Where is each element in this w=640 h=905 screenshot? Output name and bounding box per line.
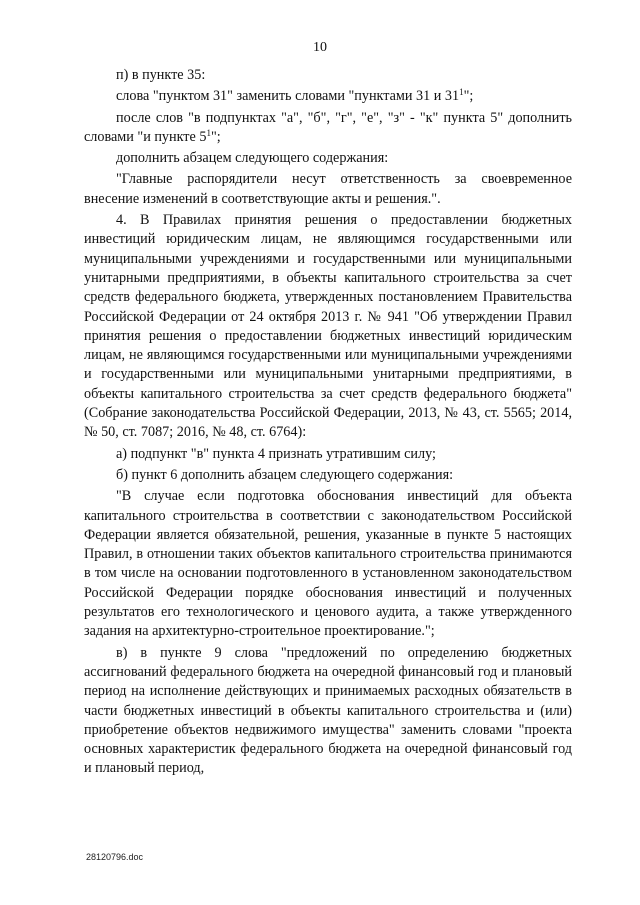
paragraph-p: п) в пункте 35: xyxy=(116,67,206,83)
paragraph-quote-investment: "В случае если подготовка обоснования инвестиций для объекта капитального строительства в соответствии с законодательством Российской Федерации является обязательной, решения, указанные в пункте 5 настоящих Правил, в отношении таких объектов капитального строительства принимаются в том числе на основании подготовленного в установленном законодательством Российской Федерации порядке обоснования инвестиций и полученных результатов его технологического и ценового аудита, а также утвержденного задания на архитектурно-строительное проектирование."; xyxy=(84,488,572,640)
paragraph-sub-a: а) подпункт "в" пункта 4 признать утратившим силу; xyxy=(116,445,436,462)
paragraph-text: "; xyxy=(463,88,474,105)
paragraph-item-4: 4. В Правилах принятия решения о предоставлении бюджетных инвестиций юридическим лицам, не являющимся государственными или муниципальными учреждениями и государственными или муниципальными унитарными предприятиями, в объекты капитального строительства за счет средств федерального бюджета, утвержденных постановлением Правительства Российской Федерации от 24 октября 2013 г. № 941 "Об утверждении Правил принятия решения о предоставлении бюджетных инвестиций юридическим лицам, не являющимся государственными или муниципальными учреждениями и государственными или муниципальными унитарными предприятиями, в объекты капитального строительства за счет средств федерального бюджета" (Собрание законодательства Российской Федерации, 2013, № 43, ст. 5565; 2014, № 50, ст. 7087; 2016, № 48, ст. 6764): xyxy=(84,212,572,441)
paragraph-p-replace xyxy=(84,87,572,106)
document-filename: 28120796.doc xyxy=(86,852,144,862)
paragraph-text: после слов "в подпунктах "а", "б", "г", "е", "з" - "к" пункта 5" дополнить словами "и пункте 5 xyxy=(84,109,572,145)
paragraph-text: слова "пунктом 31" заменить словами "пунктами 31 и 31 xyxy=(116,88,460,105)
paragraph-quote-main-managers: "Главные распорядители несут ответственность за своевременное внесение изменений в соответствующие акты и решения.". xyxy=(84,171,572,207)
paragraph-sub-b: б) пункт 6 дополнить абзацем следующего содержания: xyxy=(116,466,454,483)
paragraph-sub-v: в) в пункте 9 слова "предложений по определению бюджетных ассигнований федерального бюджета на очередной финансовый год и плановый период на исполнение действующих и принимаемых расходных обязательств в части бюджетных инвестиций в объекты капитального строительства и (или) приобретение объектов недвижимого имущества" заменить словами "проекта основных характеристик федерального бюджета на очередной финансовый год и плановый период, xyxy=(84,644,572,777)
paragraph-text: "; xyxy=(210,128,221,145)
paragraph-p-add-words xyxy=(84,109,572,148)
page-number: 10 xyxy=(313,40,327,55)
document-body xyxy=(84,66,572,779)
superscript: 1 xyxy=(459,87,464,98)
paragraph-add-abzac: дополнить абзацем следующего содержания: xyxy=(116,150,389,167)
superscript: 1 xyxy=(206,127,211,138)
